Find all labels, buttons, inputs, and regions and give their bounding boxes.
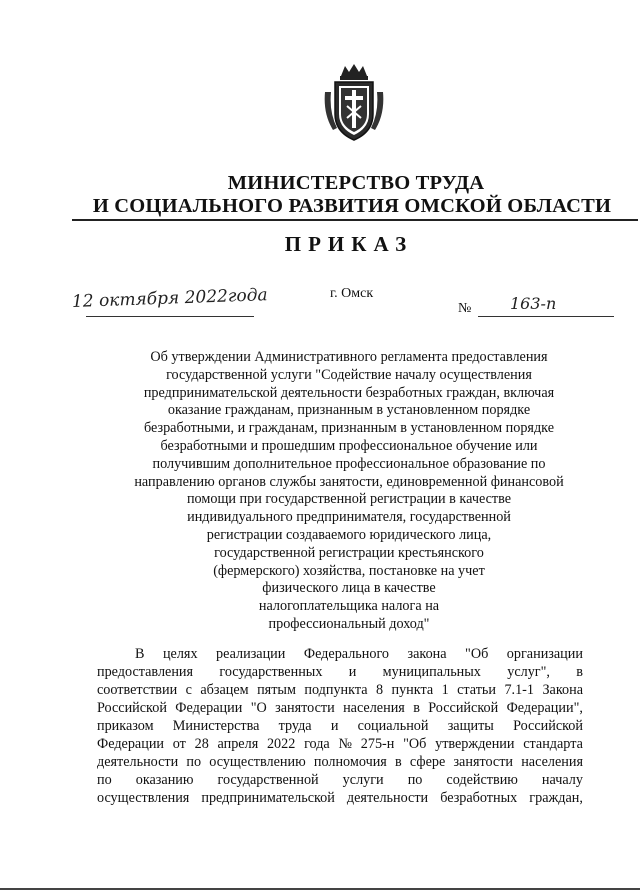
handwritten-date: 12 октября 2022года: [71, 285, 268, 312]
body-line: осуществления предпринимательской деятельности безработных граждан,: [97, 790, 583, 806]
body-line: В целях реализации Федерального закона "Об организации: [135, 646, 583, 662]
body-line: соответствии с абзацем пятым подпункта 8 пункта 1 статьи 7.1-1 Закона: [97, 682, 583, 698]
title-line: направлению органов службы занятости, единовременной финансовой: [134, 473, 564, 490]
date-underline: [86, 316, 254, 317]
order-title: [0, 349, 640, 634]
title-line: государственной регистрации крестьянского: [214, 544, 484, 561]
number-label: №: [458, 301, 472, 316]
omsk-coat-of-arms-icon: [321, 62, 387, 146]
title-line: физического лица в качестве: [262, 580, 436, 597]
title-line: индивидуального предпринимателя, государственной: [187, 509, 511, 526]
title-line: Об утверждении Административного регламента предоставления: [150, 349, 548, 365]
title-line: профессиональный доход": [268, 615, 430, 632]
number-underline: [478, 316, 614, 317]
page-bottom-edge: [0, 888, 640, 890]
title-line: регистрации создаваемого юридического лица,: [206, 526, 492, 543]
ministry-name-line-2: И СОЦИАЛЬНОГО РАЗВИТИЯ ОМСКОЙ ОБЛАСТИ: [92, 195, 612, 217]
title-line: безработными, и гражданам, признанным в установленном порядке: [143, 420, 555, 437]
title-line: оказание гражданам, признанным в установленном порядке: [167, 402, 531, 419]
order-body-paragraph: [97, 645, 583, 807]
body-line: приказом Министерства труда и социальной защиты Российской: [97, 718, 583, 734]
title-line: (фермерского) хозяйства, постановке на учет: [213, 562, 485, 579]
city-label: г. Омск: [330, 286, 374, 301]
body-line: предоставления государственных и муниципальных услуг", в: [97, 664, 583, 680]
document-type-title: ПРИКАЗ: [284, 232, 414, 256]
title-line: предпринимательской деятельности безработных граждан, включая: [143, 384, 555, 401]
header-divider: [72, 219, 638, 221]
body-line: Федерации от 28 апреля 2022 года № 275-н "Об утверждении стандарта: [97, 736, 583, 752]
body-line: Российской Федерации "О занятости населения в Российской Федерации",: [97, 700, 583, 716]
body-line: по оказанию государственной услуги по содействию началу: [97, 772, 583, 788]
title-line: государственной услуги "Содействие началу осуществления: [166, 366, 532, 383]
title-line: налогоплательщика налога на: [258, 598, 440, 615]
title-line: получившим дополнительное профессиональное образование по: [152, 455, 546, 472]
handwritten-number: 163-п: [510, 294, 557, 313]
title-line: безработными и прошедшим профессиональное обучение или: [160, 437, 538, 454]
ministry-name-line-1: МИНИСТЕРСТВО ТРУДА: [227, 172, 485, 194]
title-line: помощи при государственной регистрации в качестве: [186, 491, 512, 508]
body-line: деятельности по осуществлению полномочия в сфере занятости населения: [97, 754, 583, 770]
